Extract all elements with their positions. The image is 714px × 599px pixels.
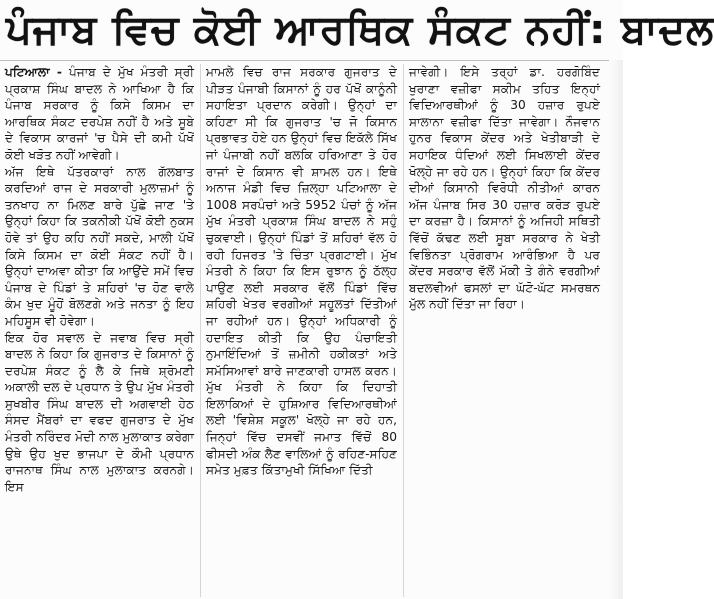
headline-rule — [0, 60, 623, 61]
paragraph-4: ਮਾਮਲੇ ਵਿਚ ਰਾਜ ਸਰਕਾਰ ਗੁਜਰਾਤ ਦੇ ਪੀੜਤ ਪੰਜਾਬੀ ਕਿਸਾਨਾਂ ਨੂੰ ਹਰ ਪੱਖੋਂ ਕਾਨੂੰਨੀ ਸਹਾਇਤਾ ਪ੍ਰਦਾਨ ਕਰੇਗੀ। ਉਨ੍ਹਾਂ ਦਾ ਕਹਿਣਾ ਸੀ ਕਿ ਗੁਜਰਾਤ 'ਚ ਜੋ ਕਿਸਾਨ ਪ੍ਰਭਾਵਤ ਹੋਏ ਹਨ ਉਨ੍ਹਾਂ ਵਿਚ ਇਕੱਲੇ ਸਿੱਖ ਜਾਂ ਪੰਜਾਬੀ ਨਹੀਂ ਬਲਕਿ ਹਰਿਆਣਾ ਤੇ ਹੋਰ ਰਾਜਾਂ ਦੇ ਕਿਸਾਨ ਵੀ ਸ਼ਾਮਲ ਹਨ। ਇਥੇ ਅਨਾਜ ਮੰਡੀ ਵਿਚ ਜ਼ਿਲ੍ਹਾ ਪਟਿਆਲਾ ਦੇ 1008 ਸਰਪੰਚਾਂ ਅਤੇ 5952 ਪੰਚਾਂ ਨੂੰ ਅੱਜ ਮੁੱਖ ਮੰਤਰੀ ਪ੍ਰਕਾਸ਼ ਸਿੰਘ ਬਾਦਲ ਨੇ ਸਹੁੰ ਚੁਕਵਾਈ। ਉਨ੍ਹਾਂ ਪਿੰਡਾਂ ਤੋਂ ਸ਼ਹਿਰਾਂ ਵੱਲ ਹੋ ਰਹੀ ਹਿਜਰਤ 'ਤੇ ਚਿੰਤਾ ਪ੍ਰਗਟਾਈ। ਮੁੱਖ ਮੰਤਰੀ ਨੇ ਕਿਹਾ ਕਿ ਇਸ ਰੁਝਾਨ ਨੂੰ ਠੱਲ੍ਹ ਪਾਉਣ ਲਈ ਸਰਕਾਰ ਵੱਲੋਂ ਪਿੰਡਾਂ ਵਿੱਚ ਸ਼ਹਿਰੀ ਖੇਤਰ ਵਰਗੀਆਂ ਸਹੂਲਤਾਂ ਦਿੱਤੀਆਂ ਜਾ ਰਹੀਆਂ ਹਨ। ਉਨ੍ਹਾਂ ਅਧਿਕਾਰੀ ਨੂੰ ਹਦਾਇਤ ਕੀਤੀ ਕਿ ਉਹ ਪੰਚਾਇਤੀ ਨੁਮਾਇੰਦਿਆਂ ਤੋਂ ਜ਼ਮੀਨੀ ਹਕੀਕਤਾਂ ਅਤੇ ਸਮੱਸਿਆਵਾਂ ਬਾਰੇ ਜਾਣਕਾਰੀ ਹਾਸਲ ਕਰਨ। ਮੁੱਖ ਮੰਤਰੀ ਨੇ ਕਿਹਾ ਕਿ ਦਿਹਾਤੀ ਇਲਾਕਿਆਂ ਦੇ ਹੁਸ਼ਿਆਰ ਵਿਦਿਆਰਥੀਆਂ ਲਈ 'ਵਿਸ਼ੇਸ਼ ਸਕੂਲ' ਖੋਲ੍ਹੇ ਜਾ ਰਹੇ ਹਨ, ਜਿਨ੍ਹਾਂ ਵਿੱਚ ਦਸਵੀਂ ਜਮਾਤ ਵਿੱਚੋਂ 80 ਫੀਸਦੀ ਅੰਕ ਲੈਣ ਵਾਲਿਆਂ ਨੂੰ ਰਹਿਣ-ਸਹਿਣ ਸਮੇਤ ਮੁਫ਼ਤ ਕਿੱਤਾਮੁਖੀ ਸਿੱਖਿਆ ਦਿੱਤੀ — [206, 65, 397, 478]
article-column-3 — [403, 64, 606, 597]
paragraph-5: ਜਾਵੇਗੀ। ਇਸੇ ਤਰ੍ਹਾਂ ਡਾ. ਹਰਗੋਬਿੰਦ ਖੁਰਾਣਾ ਵਜ਼ੀਫਾ ਸਕੀਮ ਤਹਿਤ ਇਨ੍ਹਾਂ ਵਿਦਿਆਰਥੀਆਂ ਨੂੰ 30 ਹਜ਼ਾਰ ਰੁਪਏ ਸਾਲਾਨਾ ਵਜ਼ੀਫਾ ਦਿੱਤਾ ਜਾਵੇਗਾ। ਨੌਜਵਾਨ ਹੁਨਰ ਵਿਕਾਸ ਕੇਂਦਰ ਅਤੇ ਖੇਤੀਬਾੜੀ ਦੇ ਸਹਾਇਕ ਧੰਦਿਆਂ ਲਈ ਸਿਖਲਾਈ ਕੇਂਦਰ ਖੋਲ੍ਹੇ ਜਾ ਰਹੇ ਹਨ। ਉਨ੍ਹਾਂ ਕਿਹਾ ਕਿ ਕੇਂਦਰ ਦੀਆਂ ਕਿਸਾਨੀ ਵਿਰੋਧੀ ਨੀਤੀਆਂ ਕਾਰਨ ਅੱਜ ਪੰਜਾਬ ਸਿਰ 30 ਹਜ਼ਾਰ ਕਰੋੜ ਰੁਪਏ ਦਾ ਕਰਜ਼ਾ ਹੈ। ਕਿਸਾਨਾਂ ਨੂੰ ਅਜਿਹੀ ਸਥਿਤੀ ਵਿੱਚੋਂ ਕੱਢਣ ਲਈ ਸੂਬਾ ਸਰਕਾਰ ਨੇ ਖੇਤੀ ਵਿਭਿੰਨਤਾ ਪ੍ਰੋਗਰਾਮ ਆਰੰਭਿਆ ਹੈ ਪਰ ਕੇਂਦਰ ਸਰਕਾਰ ਵੱਲੋਂ ਮੱਕੀ ਤੇ ਗੰਨੇ ਵਰਗੀਆਂ ਬਦਲਵੀਆਂ ਫਸਲਾਂ ਦਾ ਘੱਟੋ-ਘੱਟ ਸਮਰਥਨ ਮੁੱਲ ਨਹੀਂ ਦਿੱਤਾ ਜਾ ਰਿਹਾ। — [409, 65, 600, 312]
dateline: ਪਟਿਆਲਾ - — [5, 65, 62, 79]
paragraph-3: ਇਕ ਹੋਰ ਸਵਾਲ ਦੇ ਜਵਾਬ ਵਿਚ ਸ੍ਰੀ ਬਾਦਲ ਨੇ ਕਿਹਾ ਕਿ ਗੁਜਰਾਤ ਦੇ ਕਿਸਾਨਾਂ ਨੂੰ ਦਰਪੇਸ਼ ਸੰਕਟ ਨੂੰ ਲੈ ਕੇ ਜਿਥੇ ਸ਼੍ਰੋਮਣੀ ਅਕਾਲੀ ਦਲ ਦੇ ਪ੍ਰਧਾਨ ਤੇ ਉਪ ਮੁੱਖ ਮੰਤਰੀ ਸੁਖਬੀਰ ਸਿੰਘ ਬਾਦਲ ਦੀ ਅਗਵਾਈ ਹੇਠ ਸੰਸਦ ਮੈਂਬਰਾਂ ਦਾ ਵਫਦ ਗੁਜਰਾਤ ਦੇ ਮੁੱਖ ਮੰਤਰੀ ਨਰਿੰਦਰ ਮੋਦੀ ਨਾਲ ਮੁਲਾਕਾਤ ਕਰੇਗਾ ਉਥੇ ਉਹ ਖੁਦ ਭਾਜਪਾ ਦੇ ਕੌਮੀ ਪ੍ਰਧਾਨ ਰਾਜਨਾਥ ਸਿੰਘ ਨਾਲ ਮੁਲਾਕਾਤ ਕਰਨਗੇ। ਇਸ — [5, 330, 194, 494]
article-column-2 — [200, 64, 403, 597]
paragraph-2: ਅੱਜ ਇਥੇ ਪੱਤਰਕਾਰਾਂ ਨਾਲ ਗੱਲਬਾਤ ਕਰਦਿਆਂ ਰਾਜ ਦੇ ਸਰਕਾਰੀ ਮੁਲਾਜ਼ਮਾਂ ਨੂੰ ਤਨਖਾਹ ਨਾ ਮਿਲਣ ਬਾਰੇ ਪੁੱਛੇ ਜਾਣ 'ਤੇ ਉਨ੍ਹਾਂ ਕਿਹਾ ਕਿ ਤਕਨੀਕੀ ਪੱਖੋਂ ਕੋਈ ਨੁਕਸ ਹੋਵੇ ਤਾਂ ਉਹ ਕਹਿ ਨਹੀਂ ਸਕਦੇ, ਮਾਲੀ ਪੱਖੋਂ ਕਿਸੇ ਕਿਸਮ ਦਾ ਕੋਈ ਸੰਕਟ ਨਹੀਂ ਹੈ। ਉਨ੍ਹਾਂ ਦਾਅਵਾ ਕੀਤਾ ਕਿ ਆਉਂਦੇ ਸਮੇਂ ਵਿਚ ਪੰਜਾਬ ਦੇ ਪਿੰਡਾਂ ਤੇ ਸ਼ਹਿਰਾਂ 'ਚ ਹੋਣ ਵਾਲੇ ਕੰਮ ਖੁਦ ਮੂੰਹੋਂ ਬੋਲਣਗੇ ਅਤੇ ਜਨਤਾ ਨੂੰ ਇਹ ਮਹਿਸੂਸ ਵੀ ਹੋਵੇਗਾ। — [5, 164, 194, 328]
article-column-1 — [3, 64, 200, 597]
paragraph-1-text: ਪੰਜਾਬ ਦੇ ਮੁੱਖ ਮੰਤਰੀ ਸ੍ਰੀ ਪ੍ਰਕਾਸ਼ ਸਿੰਘ ਬਾਦਲ ਨੇ ਆਖਿਆ ਹੈ ਕਿ ਪੰਜਾਬ ਸਰਕਾਰ ਨੂੰ ਕਿਸੇ ਕਿਸਮ ਦਾ ਆਰਥਿਕ ਸੰਕਟ ਦਰਪੇਸ਼ ਨਹੀਂ ਹੈ ਅਤੇ ਸੂਬੇ ਦੇ ਵਿਕਾਸ ਕਾਰਜਾਂ 'ਚ ਪੈਸੇ ਦੀ ਕਮੀ ਪੱਖੋਂ ਕੋਈ ਖੜੋਤ ਨਹੀਂ ਆਵੇਗੀ। — [5, 65, 195, 162]
article-columns — [3, 64, 606, 597]
page-edge-shadow — [609, 60, 623, 599]
paragraph-1 — [5, 64, 194, 164]
headline: ਪੰਜਾਬ ਵਿਚ ਕੋਈ ਆਰਥਿਕ ਸੰਕਟ ਨਹੀਂ: ਬਾਦਲ — [6, 7, 714, 53]
